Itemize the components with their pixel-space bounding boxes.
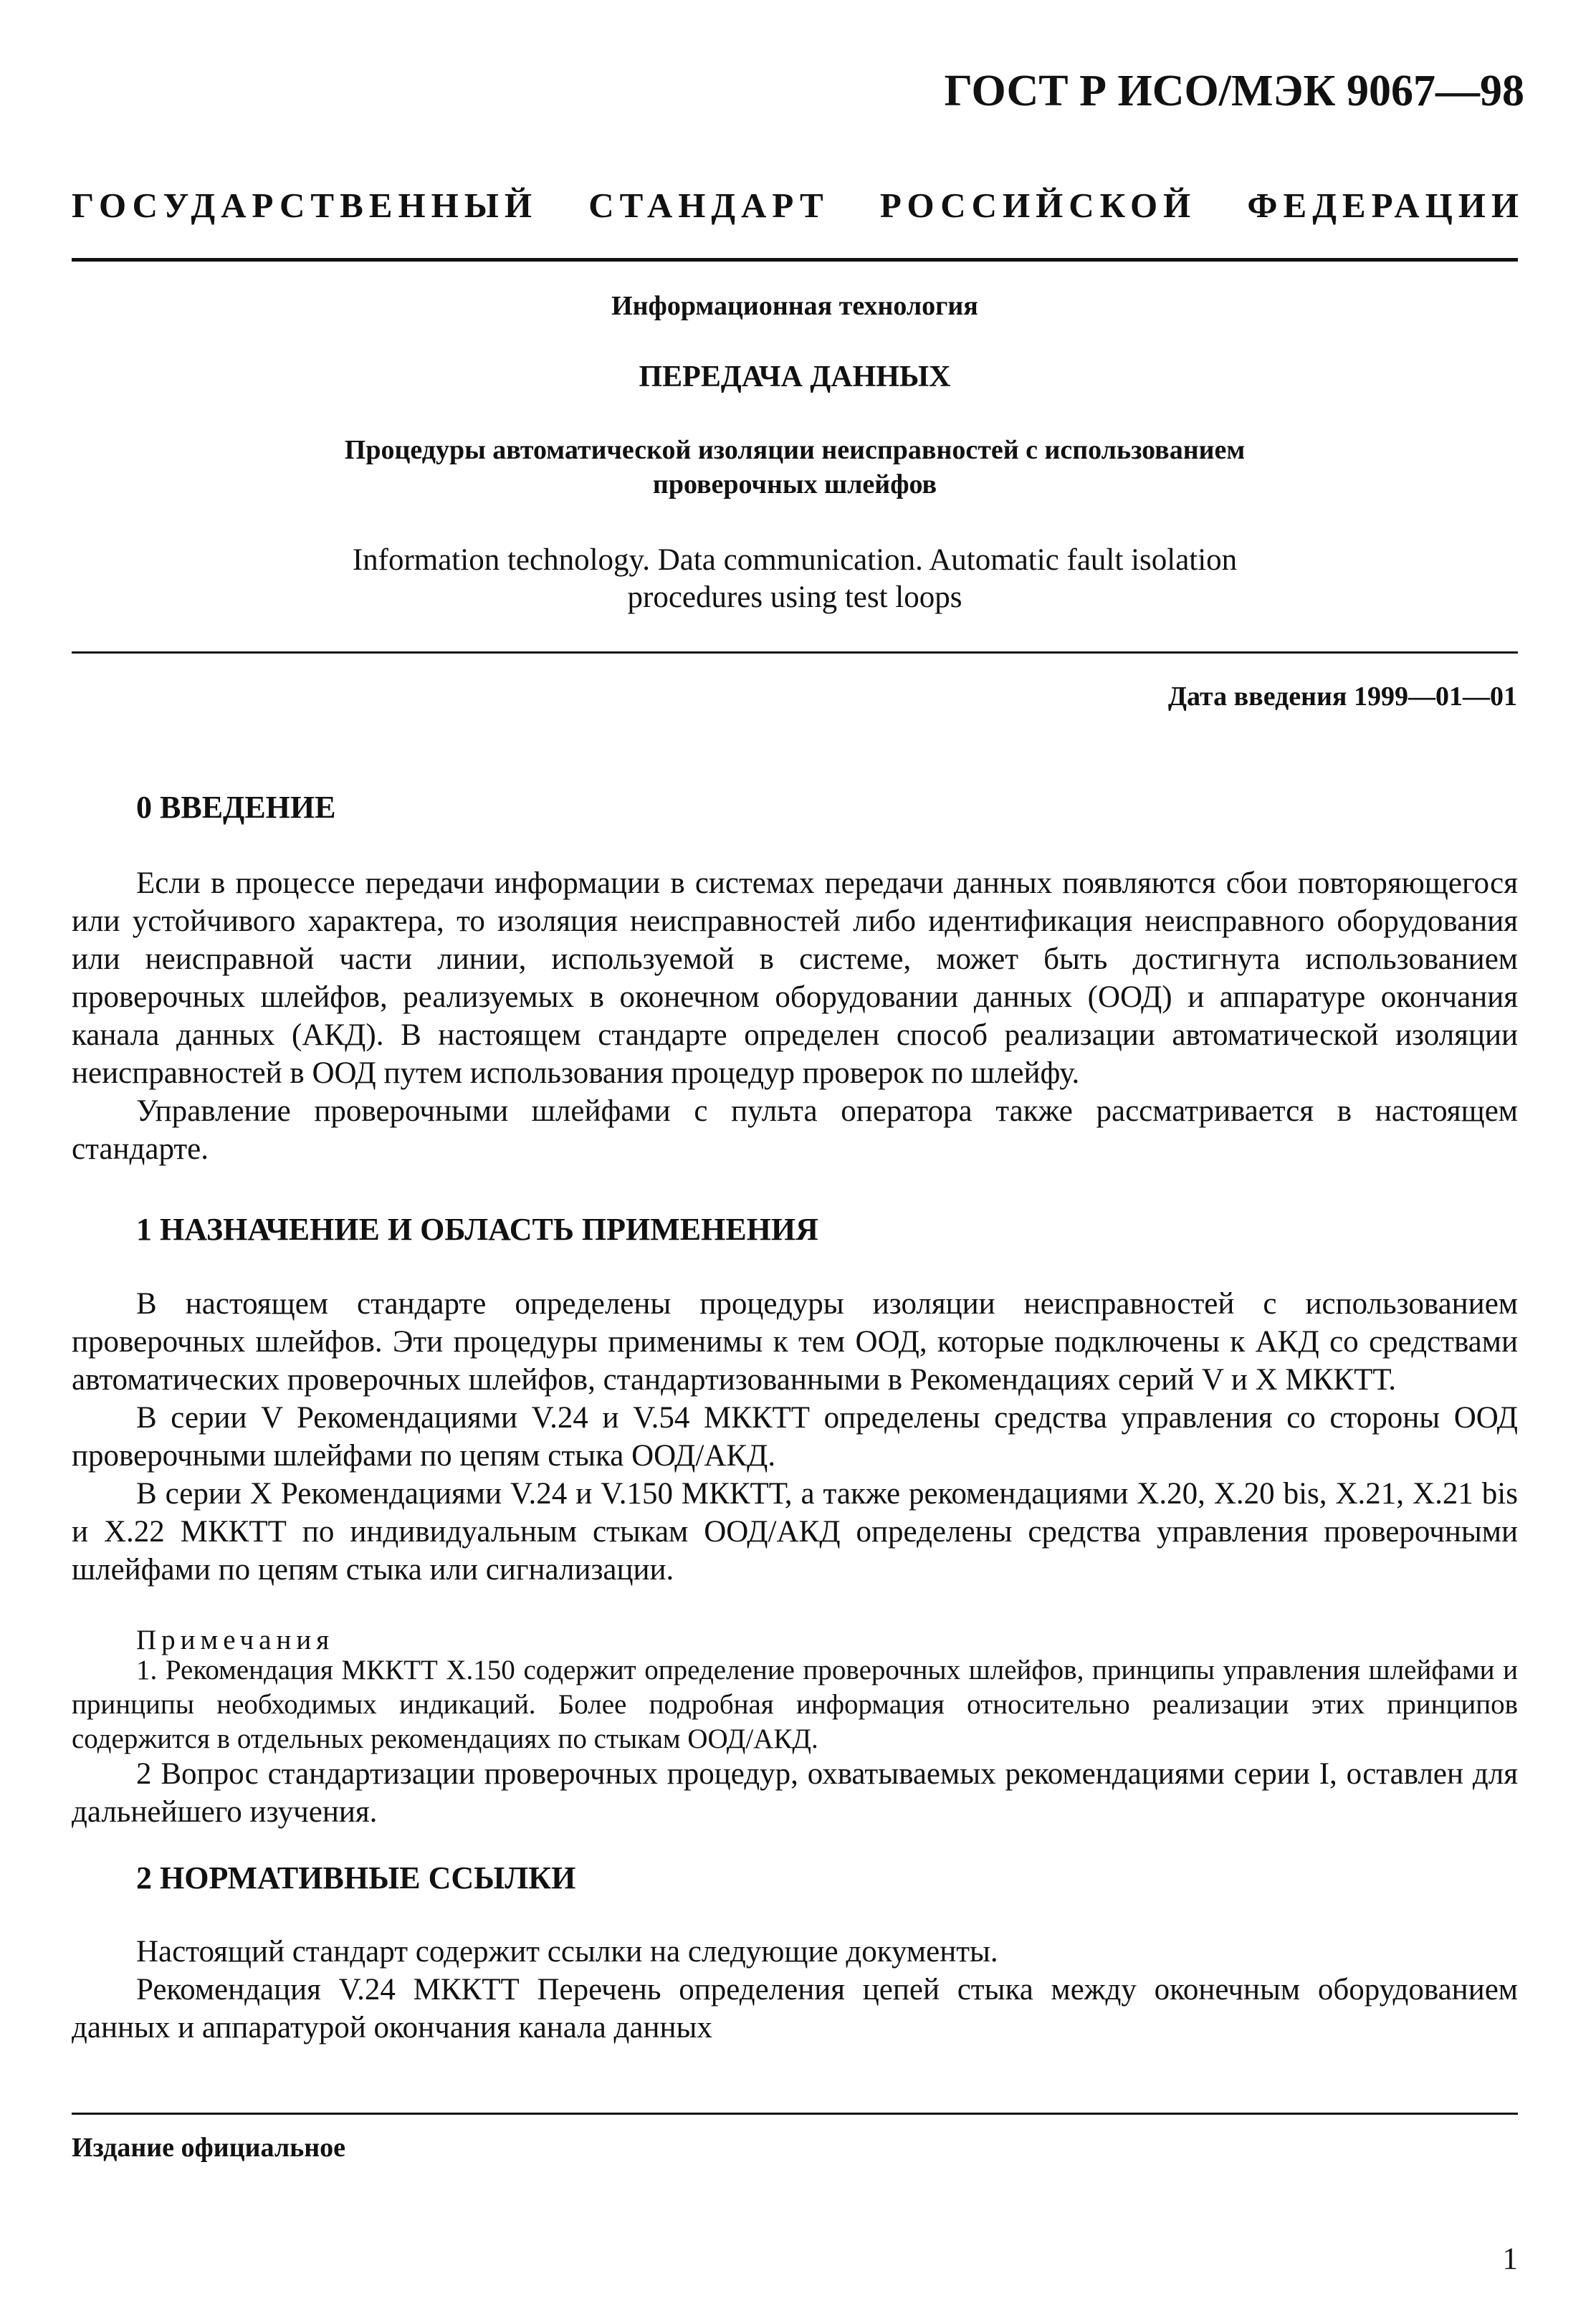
- english-title-line-1: Information technology. Data communication. Automatic fault isolation: [352, 543, 1238, 577]
- scope-heading: 1 НАЗНАЧЕНИЕ И ОБЛАСТЬ ПРИМЕНЕНИЯ: [136, 1212, 818, 1247]
- note-1: 1. Рекомендация МККТТ X.150 содержит определение проверочных шлейфов, принципы управления шлейфами и принципы необходимых индикаций. Более подробная информация относительно реализации этих принципов содержится в отдельных рекомендациях по стыкам ООД/АКД.: [72, 1655, 1518, 1754]
- page-number: 1: [1502, 2242, 1518, 2276]
- document-subtitle-line-2: проверочных шлейфов: [652, 469, 937, 499]
- scope-text: [72, 1285, 1518, 1589]
- date-of-introduction: Дата введения 1999—01—01: [1167, 682, 1517, 712]
- state-title-word-3: РОССИЙСКОЙ: [879, 186, 1197, 225]
- document-main-title: ПЕРЕДАЧА ДАННЫХ: [639, 360, 951, 393]
- official-edition-label: Издание официальное: [72, 2133, 346, 2163]
- scope-paragraph-1: В настоящем стандарте определены процедуры изоляции неисправностей с использованием проверочных шлейфов. Эти процедуры применимы к тем ООД, которые подключены к АКД со средствами автоматических проверочных шлейфов, стандартизованными в Рекомендациях серий V и X МККТТ.: [72, 1287, 1518, 1397]
- state-title-word-4: ФЕДЕРАЦИИ: [1247, 186, 1524, 225]
- header-divider: [72, 258, 1518, 262]
- state-standard-title: [72, 185, 1524, 226]
- state-title-word-1: ГОСУДАРСТВЕННЫЙ: [72, 186, 537, 225]
- note-2: 2 Вопрос стандартизации проверочных процедур, охватываемых рекомендациями серии I, оставлен для дальнейшего изучения.: [72, 1757, 1518, 1829]
- references-text: [72, 1933, 1518, 2047]
- notes-label: Примечания: [136, 1625, 335, 1655]
- document-category: Информационная технология: [611, 291, 978, 321]
- notes-text: [72, 1653, 1518, 1756]
- references-paragraph-1: Настоящий стандарт содержит ссылки на следующие документы.: [136, 1935, 998, 1969]
- document-code: ГОСТ Р ИСО/МЭК 9067—98: [944, 67, 1524, 115]
- references-heading: 2 НОРМАТИВНЫЕ ССЫЛКИ: [136, 1860, 576, 1895]
- scope-paragraph-2: В серии V Рекомендациями V.24 и V.54 МККТТ определены средства управления со стороны ООД проверочными шлейфами по цепям стыка ООД/АКД.: [72, 1401, 1518, 1473]
- title-divider: [72, 651, 1518, 654]
- english-title-line-2: procedures using test loops: [627, 580, 962, 615]
- document-subtitle: [72, 434, 1518, 502]
- references-paragraph-2: Рекомендация V.24 МККТТ Перечень определения цепей стыка между оконечным оборудованием данных и аппаратурой окончания канала данных: [72, 1973, 1518, 2045]
- introduction-heading: 0 ВВЕДЕНИЕ: [136, 790, 336, 825]
- footer-divider: [72, 2113, 1518, 2115]
- state-title-word-2: СТАНДАРТ: [588, 186, 829, 225]
- introduction-text: [72, 864, 1518, 1168]
- english-title: [72, 542, 1518, 617]
- introduction-paragraph-2: Управление проверочными шлейфами с пульта оператора также рассматривается в настоящем стандарте.: [72, 1094, 1518, 1166]
- introduction-paragraph-1: Если в процессе передачи информации в системах передачи данных появляются сбои повторяющегося или устойчивого характера, то изоляция неисправностей либо идентификация неисправного оборудования или неисправной части линии, используемой в системе, может быть достигнута использованием проверочных шлейфов, реализуемых в оконечном оборудовании данных (ООД) и аппаратуре окончания канала данных (АКД). В настоящем стандарте определен способ реализации автоматической изоляции неисправностей в ООД путем использования процедур проверок по шлейфу.: [72, 866, 1518, 1090]
- document-subtitle-line-1: Процедуры автоматической изоляции неисправностей с использованием: [344, 435, 1246, 465]
- scope-paragraph-3: В серии X Рекомендациями V.24 и V.150 МККТТ, а также рекомендациями X.20, X.20 bis, X.21, X.21 bis и X.22 МККТТ по индивидуальным стыкам ООД/АКД определены средства управления проверочными шлейфами по цепям стыка или сигнализации.: [72, 1477, 1518, 1587]
